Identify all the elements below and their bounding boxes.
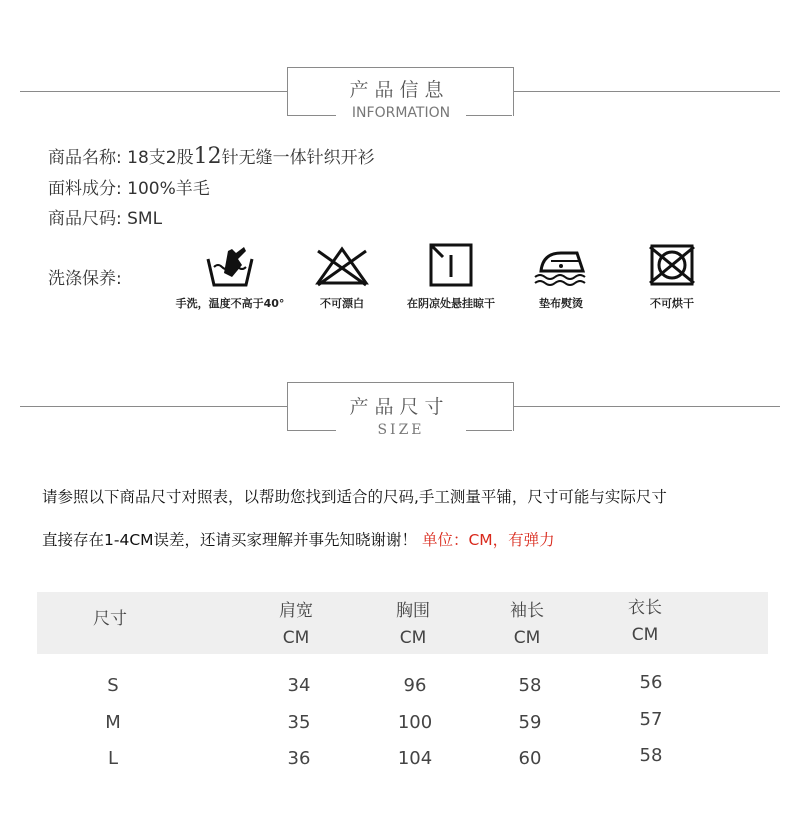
table-header-chest: [373, 598, 453, 652]
cell-sleeve: 58: [518, 675, 542, 696]
header-name: 肩宽: [279, 601, 313, 621]
cell-chest: 96: [403, 675, 427, 696]
cell-chest: 104: [397, 748, 433, 769]
cell-shoulder: 36: [287, 748, 311, 769]
cell-sleeve: 59: [518, 712, 542, 733]
product-name-suffix: 针无缝一体针织开衫: [221, 148, 375, 168]
cell-length: 58: [639, 745, 663, 766]
care-label-no-tumble: 不可烘干: [650, 297, 694, 310]
iron-with-cloth-icon: [531, 243, 591, 287]
care-item-no-bleach: [287, 243, 397, 311]
care-item-dry-shade: [396, 243, 506, 311]
product-name-line: [48, 143, 375, 169]
section-title: 产品信息: [349, 79, 450, 101]
care-label: 洗涤保养:: [48, 269, 122, 289]
table-header-sleeve: [487, 598, 567, 652]
size-note-text: 直接存在1-4CM误差，还请买家理解并事先知晓谢谢！: [42, 531, 418, 549]
header-name: 胸围: [396, 601, 430, 621]
cell-size: L: [107, 748, 119, 769]
care-label-hand-wash: 手洗，温度不高于40°: [175, 297, 285, 310]
header-name: 尺寸: [93, 609, 127, 629]
dry-in-shade-icon: [423, 243, 479, 287]
cell-size: S: [107, 675, 119, 696]
divider-right: [512, 91, 780, 92]
header-unit: CM: [631, 625, 659, 645]
care-label-no-bleach: 不可漂白: [320, 297, 364, 310]
cell-shoulder: 34: [287, 675, 311, 696]
product-name-number: 12: [193, 144, 222, 169]
divider-left: [20, 406, 288, 407]
care-item-no-tumble: [617, 243, 727, 311]
cell-shoulder: 35: [287, 712, 311, 733]
cell-sleeve: 60: [518, 748, 542, 769]
size-note-line-1: 请参照以下商品尺寸对照表，以帮助您找到适合的尺码,手工测量平铺，尺寸可能与实际尺寸: [42, 488, 667, 506]
do-not-bleach-icon: [314, 243, 370, 287]
divider-right: [512, 406, 780, 407]
material-label: 面料成分:: [48, 179, 122, 199]
hand-wash-icon: [202, 243, 258, 287]
size-note-line-2: [42, 528, 555, 550]
header-unit: CM: [513, 628, 541, 648]
cell-size: M: [105, 712, 121, 733]
section-subtitle: INFORMATION: [336, 105, 466, 121]
size-label: 商品尺码:: [48, 209, 122, 229]
material-line: [48, 174, 210, 199]
section-title: 产品尺寸: [349, 396, 450, 418]
header-unit: CM: [282, 628, 310, 648]
product-name-label: 商品名称:: [48, 148, 122, 168]
product-name-prefix: 18支2股: [127, 148, 194, 168]
table-header-length: [605, 595, 685, 649]
header-name: 袖长: [510, 601, 544, 621]
cell-length: 57: [639, 709, 663, 730]
divider-left: [20, 91, 288, 92]
do-not-tumble-dry-icon: [644, 243, 700, 287]
material-value: 100%羊毛: [127, 179, 210, 199]
header-name: 衣长: [628, 598, 662, 618]
size-value: SML: [127, 209, 163, 229]
section-subtitle: SIZE: [336, 422, 466, 438]
care-label-iron: 垫布熨烫: [539, 297, 583, 310]
unit-note: 单位：CM，有弹力: [421, 531, 555, 549]
care-label-dry-shade: 在阴凉处悬挂晾干: [407, 297, 495, 310]
care-item-iron: [506, 243, 616, 311]
table-header-size: [70, 606, 150, 633]
size-line: [48, 204, 162, 229]
header-unit: CM: [399, 628, 427, 648]
cell-length: 56: [639, 672, 663, 693]
cell-chest: 100: [397, 712, 433, 733]
care-item-hand-wash: [175, 243, 285, 311]
table-header-shoulder: [256, 598, 336, 652]
